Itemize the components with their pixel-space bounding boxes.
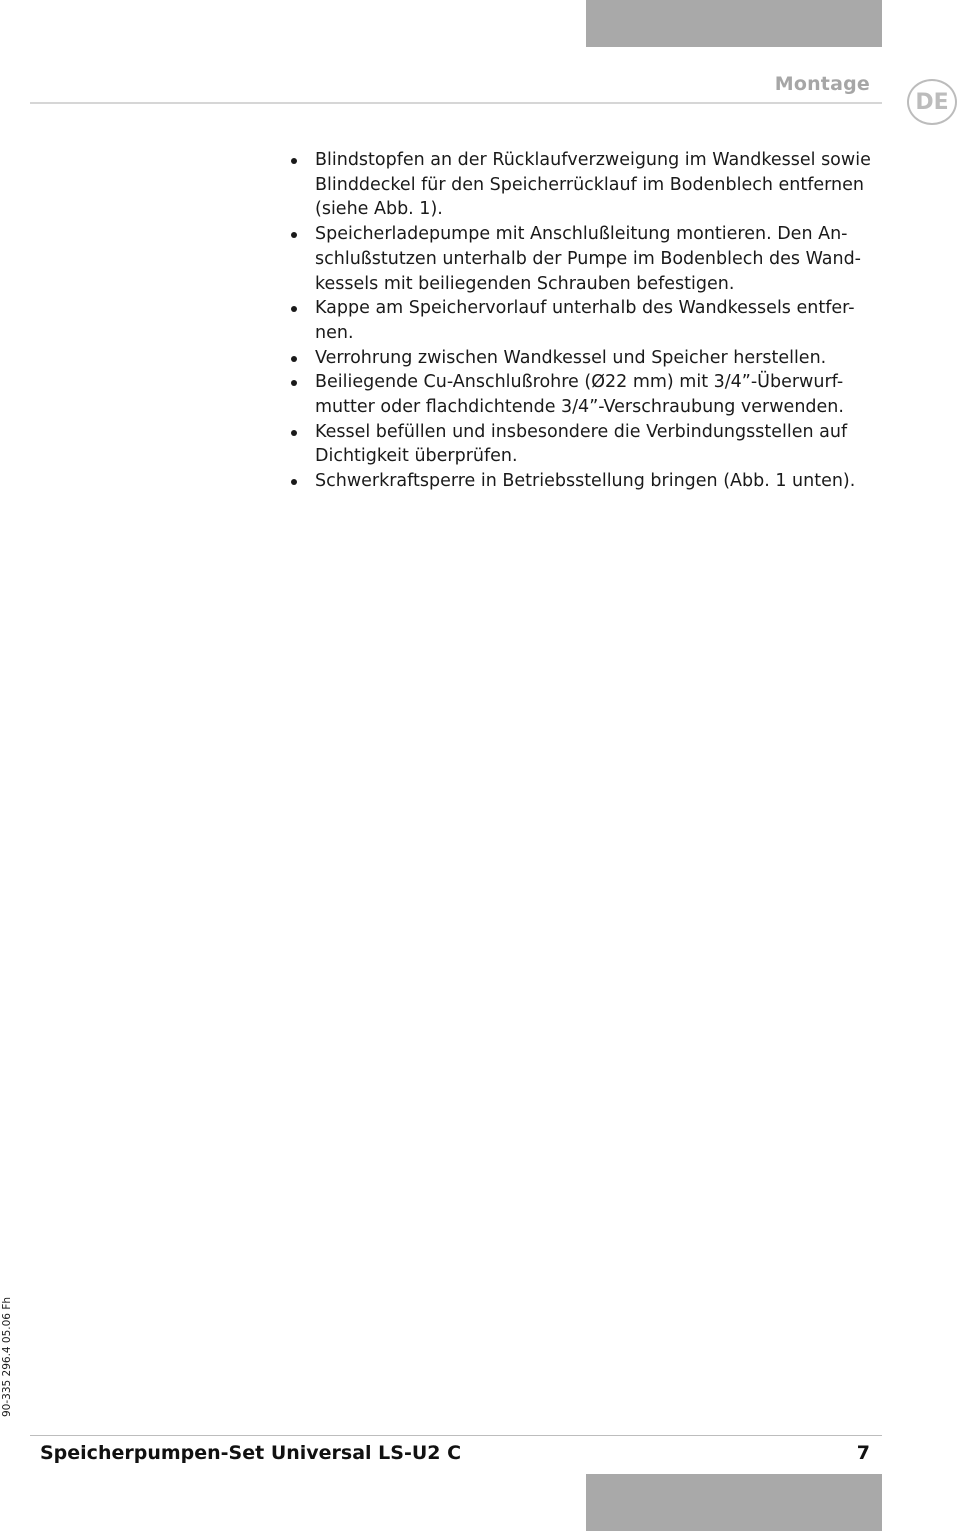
instruction-text: Speicherladepumpe mit Anschlußleitung montieren. Den An- schlußstutzen unterhalb der Pumpe im Bodenblech des Wand- kessels mit beiliegenden Schrauben befestigen. [315,224,861,294]
instruction-item [290,346,880,371]
language-code: DE [915,89,949,115]
instruction-item [290,370,880,419]
page-number: 7 [856,1442,870,1464]
footer-decor-block [586,1474,882,1531]
instruction-list [290,148,880,494]
instruction-text: Kessel befüllen und insbesondere die Verbindungsstellen auf Dichtigkeit überprüfen. [315,421,848,467]
instruction-item [290,296,880,345]
instruction-item [290,420,880,469]
instruction-text: Verrohrung zwischen Wandkessel und Speicher herstellen. [315,347,827,368]
instruction-text: Beiliegende Cu-Anschlußrohre (Ø22 mm) mit 3/4”-Überwurf- mutter oder flachdichtende 3/4”-Verschraubung verwenden. [315,372,844,418]
header-decor-block [586,0,882,47]
footer-divider [30,1435,882,1436]
instruction-item [290,222,880,296]
document-code: 90-335 296.4 05.06 Fh [1,1296,13,1417]
section-title: Montage [774,73,870,95]
instruction-item [290,148,880,222]
instruction-text: Kappe am Speichervorlauf unterhalb des Wandkessels entfer- nen. [315,298,855,343]
instruction-item [290,469,880,494]
language-badge [907,79,957,125]
header-divider [30,102,882,104]
footer-product-title: Speicherpumpen-Set Universal LS-U2 C [40,1442,462,1464]
instruction-text: Schwerkraftsperre in Betriebsstellung bringen (Abb. 1 unten). [315,471,856,492]
instruction-text: Blindstopfen an der Rücklaufverzweigung im Wandkessel sowie Blinddeckel für den Speicherrücklauf im Bodenblech entfernen (siehe Abb. 1). [315,150,871,220]
